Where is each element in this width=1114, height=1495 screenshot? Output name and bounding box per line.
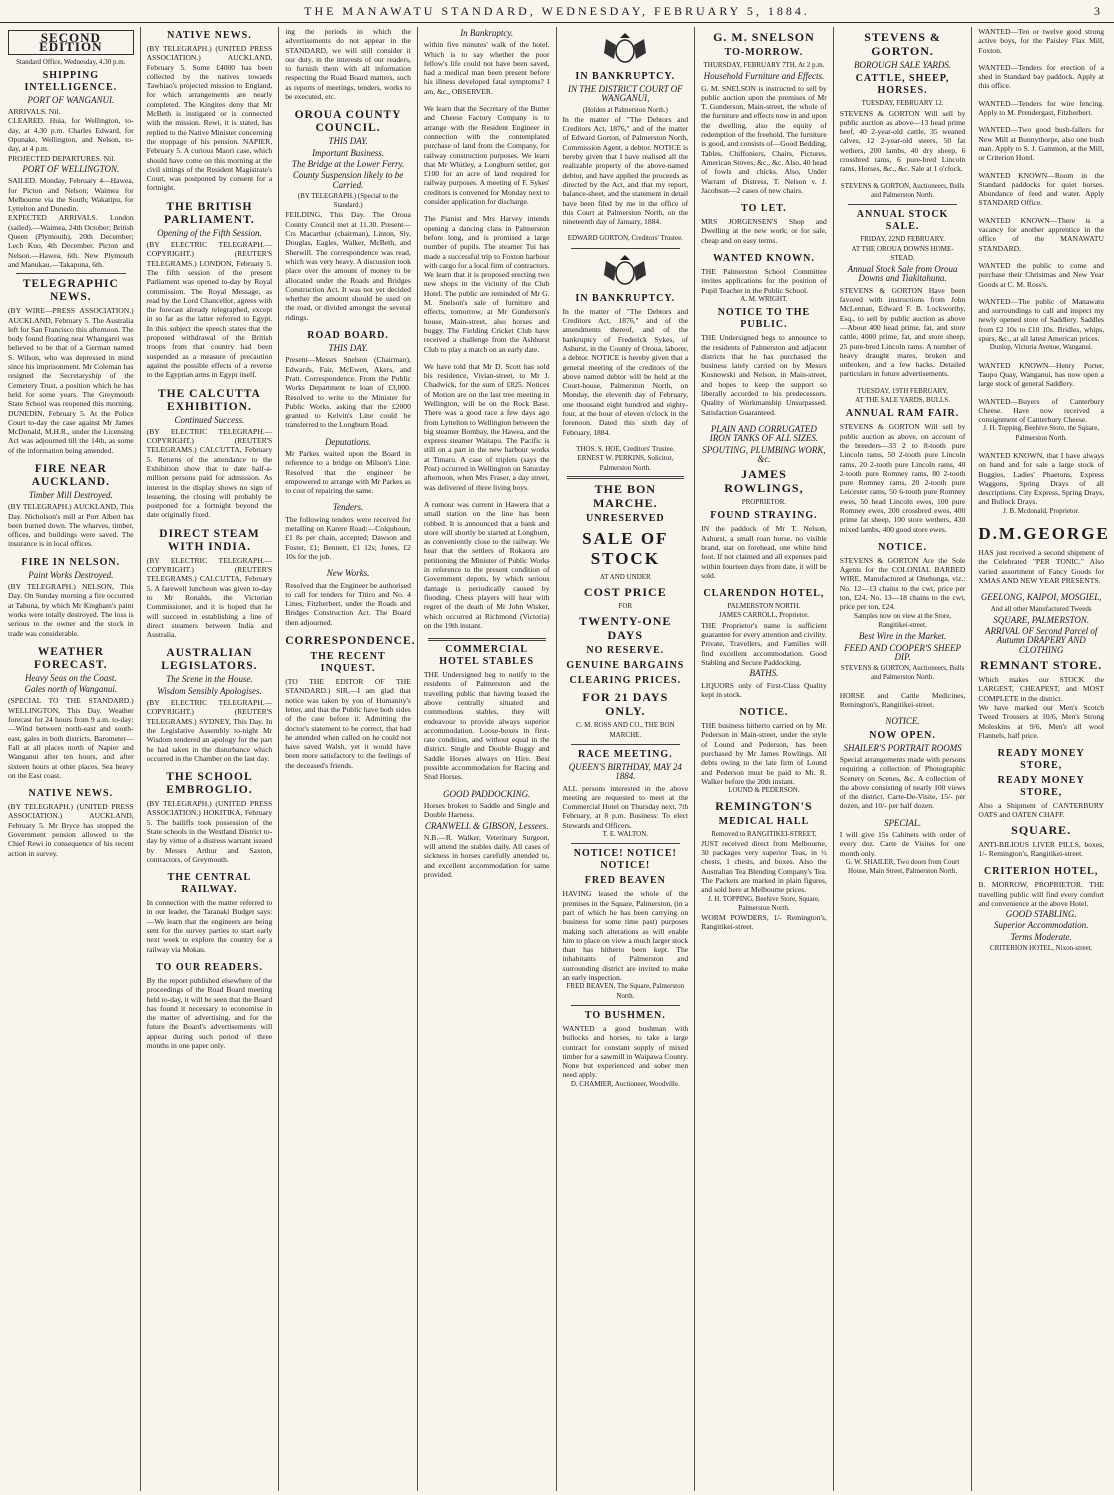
liquors-text: LIQUORS only of First-Class Quality kept in stock.	[701, 680, 827, 699]
ross-signature: C. M. ROSS AND CO., THE BON MARCHE.	[575, 721, 675, 739]
correspondence-heading: CORRESPONDENCE.	[285, 635, 416, 648]
letter-continued: within five minutes' walk of the hotel. Which is to say whether the poor fellow's life could not have been saved, had a medical man been present before his illness developed fatal symptoms? I am, &c., OBSERVER.	[423, 40, 550, 96]
bankruptcy-2-text: In the matter of "The Debtors and Creditors Act, 1876," and of the amendments thereof, and of the bankruptcy of Frederick Sykes, of Ashurst, in the County of Oroua, laborer, a debtor. NOTICE is hereby given that a general meeting of the creditors of the above named debtor will be held at the Court-house, Palmerston North, on Monday, the eleventh day of February, one thousand eight hundred and eighty-four, at the hour of eleven o'clock in the forenoon. Dated this sixth day of February, 1884.	[562, 306, 689, 437]
expected-text: EXPECTED ARRIVALS. London (sailed).—Waimea, 24th October; British Queen (Plymouth), 20th December; Lech Kuo, 4th December. Picton and Nelson.—Hawea, 6th. New Plymouth and Manukau.—Takapuna, 6th.	[8, 213, 134, 269]
ram-fair-text: STEVENS & GORTON Will sell by public auction as above, on account of the breeders—33 2 to 8-tooth pure Lincoln rams, 50 2-tooth pure Lincoln rams, 20 2-tooth pure Lincoln rams, 40 2-tooth pure Romney rams, 80 2-tooth pure Romney rams, 20 2-tooth pure Leicester rams, 50 6-tooth pure Romney ewes, 50 head Lincoln ewes, 100 pure Romney ewes, 200 crossbred ewes, 400 prime fat sheep, 100 store wethers, 430 mixed lambs, 400 good store ewes.	[839, 422, 966, 534]
removed-to: Removed to RANGITIKEI-STREET,	[711, 829, 817, 838]
in-bankruptcy-heading: IN BANKRUPTCY.	[575, 71, 676, 82]
local-news-1: We learn that the Secretary of the Butter and Cheese Factory Company is to arrange with the Resident Engineer in connection with the contemplated purchase of land from the Company, for railway construction purposes. We learn that Mr Whitley, a Longburn settler, got £100 for an acre of land required for railway purposes. A meeting of F. Sykes' creditors is convened for Monday next to consider application for discharge.	[423, 104, 550, 207]
notice-to-public-text: THE Undersigned begs to announce to the residents of Palmerston and adjacent districts that he has purchased the business lately carried on by Messrs Kosnowski and Nelson, in Main-street, and hopes to keep the support so liberally accorded to his predecessors. Quality of Workmanship Unsurpassed. Satisfaction Guaranteed.	[701, 333, 827, 417]
steam-india-heading: DIRECT STEAM WITH INDIA.	[159, 527, 260, 553]
superior-accommodation: Superior Accommodation.	[994, 920, 1089, 931]
shailer-heading: SHAILER'S PORTRAIT ROOMS	[843, 742, 962, 753]
divider	[571, 248, 681, 249]
district-court-heading: IN THE DISTRICT COURT OF WANGANUI,	[567, 84, 683, 104]
divider	[567, 476, 685, 479]
fire-auckland-sub: Timber Mill Destroyed.	[28, 489, 113, 500]
fire-nelson-sub: Paint Works Destroyed.	[28, 569, 114, 580]
australian-text: (BY ELECTRIC TELEGRAPH.—COPYRIGHT.) (REUTER'S TELEGRAMS.) SYDNEY, This Day. In the Legislative Assembly to-night Mr Wisdom tendered an apology for the part he had taken in the disturbance which occurred in the Chamber on the last day.	[146, 698, 273, 763]
special-heading: SPECIAL.	[883, 817, 922, 828]
now-open: NOW OPEN.	[869, 729, 936, 741]
friday-line: FRIDAY, 22ND FEBRUARY.	[860, 235, 945, 244]
iron-tanks: PLAIN AND CORRUGATED IRON TANKS OF ALL SIZES.	[709, 423, 819, 444]
in-bankruptcy-heading-2: IN BANKRUPTCY.	[575, 292, 676, 304]
departures-text: PROJECTED DEPARTURES. Nil.	[8, 153, 116, 163]
borough-sale-yards: BOROUGH SALE YARDS.	[854, 60, 952, 70]
weather-sub2: Gales north of Wanganui.	[24, 684, 118, 695]
twenty-one-days: TWENTY-ONE DAYS	[579, 614, 672, 643]
lound-signature: LOUND & PEDERSON.	[728, 786, 800, 795]
geelong-line: GEELONG, KAIPOI, MOSGIEL,	[980, 592, 1102, 603]
rowlings-heading: JAMES ROWLINGS,	[724, 467, 804, 496]
criterion-text: B. MORROW, PROPRIETOR. THE travelling public will find every comfort and convenience at the above Hotel.	[978, 880, 1104, 908]
shailer-text: Special arrangements made with persons requiring a collection of Photographic Scenery on Scenes, &c. A collection of the above consisting of nearly 100 views of the district. Carte-De-Visite, 15/- per dozen, and 10/- per half dozen.	[839, 754, 966, 811]
central-railway-heading: THE CENTRAL RAILWAY.	[167, 872, 252, 896]
column-1	[2, 27, 141, 1491]
dunlop-signature: Dunlop, Victoria Avenue, Wanganui.	[989, 343, 1093, 352]
port-wellington: PORT OF WELLINGTON.	[22, 163, 120, 174]
deputations-text: Mr Parkes waited upon the Board in reference to a bridge on Milson's Line. Resolved that the engineer be empowered to arrange with Mr Parkes as to cost of repairing the same.	[285, 448, 411, 496]
good-paddocking: GOOD PADDOCKING.	[443, 788, 531, 799]
notice-heading: NOTICE! NOTICE! NOTICE!	[573, 848, 677, 872]
our-readers-heading: TO OUR READERS.	[156, 961, 263, 973]
chamier-signature: D. CHAMIER, Auctioneer, Woodville.	[570, 1079, 680, 1088]
arrival-text: ARRIVAL OF Second Parcel of Autumn DRAPERY AND CLOTHING	[985, 626, 1098, 655]
masthead-title: THE MANAWATU STANDARD, WEDNESDAY, FEBRUARY 5, 1884.	[304, 4, 810, 18]
remnant-store: REMNANT STORE.	[980, 658, 1103, 673]
weather-text: (SPECIAL TO THE STANDARD.) WELLINGTON, This Day. Weather forecast for 24 hours from 9 a.m. to-day:—Wind between north-east and south-east, gales in both districts. Barometer—Fall at all places north of Napier and Wanganui after ten hours, and after sixteen hours at other places. Sea heavy on the East coast.	[8, 696, 134, 780]
road-board-heading: ROAD BOARD.	[307, 330, 389, 342]
wanted-known-heading: WANTED KNOWN.	[712, 253, 815, 265]
local-news-3: We have told that Mr D. Scott has sold his residence, Vivian-street, to Mr J. Chadwick, for the sum of £825. Notices of Motion are on the last tree meeting in Wellington, will be on the Rock Base. There was a good race a few days ago from Lyttelton to Wellington between the big steamer Bombay, the Hawea, and the express steamer Waitapu. The Pacific is still on a part in the new harbour works at Timaru. A case of triplets (says the Post) occurred in Wellington on Saturday afternoon, when Mrs Fraser, a day street, was delivered of three living boys.	[423, 361, 550, 492]
anti-bilious: ANTI-BILIOUS LIVER PILLS, boxes, 1/- Remington's, Rangitikei-street.	[978, 839, 1104, 858]
samples-line: Samples now on view at the Store, Rangitikei-street.	[854, 611, 952, 629]
second-edition-heading: SECOND EDITION	[8, 30, 134, 55]
tuesday-line: TUESDAY, FEBRUARY 12.	[861, 99, 944, 108]
recent-inquest-text: (TO THE EDITOR OF THE STANDARD.) SIR,—I am glad that notice was taken by you of Humanity's letter, and that the Public have both sides of the case before it. Admitting the doctor's statement to be correct, that had he attended when called on he could not have saved Walsh, yet it would have been more satisfactory to the feelings of the deceased's friends.	[285, 677, 411, 770]
recent-inquest-heading: THE RECENT INQUEST.	[310, 651, 386, 675]
stevens-gorton-text: STEVENS & GORTON Will sell by public auction as above—13 head prime beef, 40 2-year-old cattle, 35 weaned calves, 12 2-year-old steers, 50 fat wethers, 200 lambs, 40 dry sheep, 6 crossbred rams, 6 pure-bred Lincoln rams, Horses, &c., &c. Sale at 1 o'clock.	[839, 108, 966, 174]
clarendon-heading: CLARENDON HOTEL,	[703, 588, 825, 600]
to-let-text: MRS JORGENSEN'S Shop and Dwelling at the new work; or for sale, cheap and on easy terms.	[701, 217, 827, 245]
tenders-text: The following tenders were received for metalling on Karere Road:—Colquhoun, £1 8s per chain, accepted; Dawson and Foster, £1; Bennett, £1 12s; Jones, £2 10s for the job.	[285, 514, 411, 561]
horses-broken: Horses broken to Saddle and Single and Double Harness.	[423, 800, 550, 820]
thursday-line: THURSDAY, FEBRUARY 7TH, At 2 p.m.	[703, 61, 825, 69]
page-number: 3	[1094, 4, 1100, 18]
royal-crest-icon	[598, 253, 652, 289]
rowlings-proprietor: PROPRIETOR.	[741, 498, 787, 507]
sale-of-stock: SALE OF STOCK	[582, 528, 669, 568]
worm-powders: WORM POWDERS, 1/- Remington's, Rangitikei-street.	[701, 913, 827, 932]
to-let-heading: TO LET.	[741, 203, 787, 215]
australian-sub: The Scene in the House.	[166, 674, 253, 685]
british-parliament-sub: Opening of the Fifth Session.	[157, 227, 262, 238]
wanted-5: WANTED KNOWN—Room in the Standard paddocks for quiet horses. Abundance of feed and water. Apply STANDARD Office.	[978, 170, 1104, 208]
divider	[571, 744, 681, 745]
oroua-telegraph: (BY TELEGRAPH.) (Special to the Standard.)	[297, 191, 399, 210]
divider	[571, 1005, 681, 1006]
annual-text: STEVENS & GORTON Have been favored with instructions from John McLennan, Edward F. B. Lockworthy, Esq., to sell by public auction as above—About 400 head prime, fat, and store cattle, 4000 prime, fat, and store sheep, 25 pure-bred Lincoln rams. A number of heavy draught mares, broken and unbroken, and a few hacks. Detailed particulars in future advertisements.	[839, 285, 966, 379]
stevens-gorton-heading: STEVENS & GORTON.	[864, 30, 941, 58]
native-news-heading: NATIVE NEWS.	[28, 788, 114, 800]
race-meeting-heading: RACE MEETING.	[577, 748, 673, 760]
local-news-4: A rumour was current in Hawera that a small station on the line has been robbed. It is announced that a bank and store will shortly be started at Longburn, as conveniently close to the railway. We hear that the settlers of Rokaora are petitioning the Minister of Public Works in reference to the present condition of Government depots, by which serious damage is periodically caused by flooding. Chess players will hear with regret of the death of Mr John Wisker, which occurred at Richmond (Victoria) on the 19th instant.	[423, 499, 550, 630]
dm-george-heading: D.M.GEORGE	[978, 524, 1110, 544]
native-news-text: (BY TELEGRAPH.) (UNITED PRESS ASSOCIATION.) AUCKLAND, February 5. Mr Bryce has stopped the Government pension allowed to the Chief Rewi in consequence of his recent action in survey.	[8, 802, 134, 858]
fred-beaven: FRED BEAVEN	[584, 875, 666, 887]
bon-marche-heading: THE BON MARCHE.	[592, 481, 658, 510]
notice-heading: NOTICE.	[878, 541, 928, 553]
column-5	[557, 27, 696, 1491]
divider	[428, 638, 546, 641]
tweeds-line: And all other Manufactured Tweeds	[990, 604, 1092, 613]
shipping-heading: SHIPPING INTELLIGENCE.	[24, 69, 118, 93]
to-bushmen-text: WANTED a good bushman with bullocks and horses, to take a large contract for constant supply of mixed timber for a sawmill in Waipawa County. None but experienced and sober men need apply.	[562, 1023, 689, 1080]
oats-text: Also a Shipment of CANTERBURY OATS and OATEN CHAFF.	[978, 801, 1104, 820]
annual-sub: Annual Stock Sale from Oroua Downs and Tiakitahuna.	[847, 264, 958, 284]
newspaper-columns	[2, 27, 1110, 1491]
wright-signature: A. M. WRIGHT.	[740, 294, 788, 303]
remington-text: JUST received direct from Melbourne, 30 packages very superior Teas, in ½ chests, 1 chests, and boxes. Also the Australian Tea Blending Company's Tea. The Packets are marked in plain figures, and sold here at Melbourne prices.	[701, 838, 827, 895]
cranwell-signature: CRANWELL & GIBSON, Lessees.	[424, 820, 549, 831]
wanted-known-text: THE Palmerston School Committee invites applications for the position of Pupil Teacher in the Public School.	[701, 267, 827, 295]
weather-heading: WEATHER FORECAST.	[33, 645, 108, 671]
topping-signature: J. H. Topping, Beehive Store, the Square, Palmerston North.	[983, 424, 1100, 442]
calcutta-text: (BY ELECTRIC TELEGRAPH.—COPYRIGHT.) (REUTER'S TELEGRAMS.) CALCUTTA, February 5. Returns of the attendance to the Exhibition show that to date half-a-million persons paid for admission. As interest in the display shows no sign of lessening, the closing will probably be postponed for a fortnight beyond the date originally fixed.	[146, 426, 273, 520]
clarendon-text: THE Proprietor's name is sufficient guarantee for every attention and civility. Private, Travellers, and Families will find excellent accommodation. Good Stabling and Secure Paddocking.	[701, 620, 827, 667]
local-news-2: The Pianist and Mrs Harvey intends opening a dancing class in Palmerston before long, and is promised a large number of pupils. The steamer Tui has made a successful trip to Foxton harbour with cargo for a local firm of contractors. We learn that it is proposed erecting two new shops in the vicinity of the Club Hotel. The public are reminded of Mr G. M. Snelson's sale of furniture and effects, tomorrow, at Mr Gunderson's house, Main-street, also horses and buggy. The Fielding Cricket Club have received a challenge from the Ashhurst Club to play a match on an early date.	[423, 214, 550, 354]
to-bushmen-heading: TO BUSHMEN.	[584, 1009, 666, 1021]
for-21-days-only: FOR 21 DAYS ONLY.	[582, 690, 669, 719]
wanted-1: WANTED—Ten or twelve good strong active boys, for the Paisley Flax Mill, Foxton.	[978, 27, 1104, 55]
household-furniture: Household Furniture and Effects.	[703, 71, 825, 82]
central-railway-text: In connection with the matter referred to in our leader, the Taranaki Budget says:—We learn that the engineers are being sent for the survey parties to start early next week to explore the country for a railway via Mokau.	[146, 898, 273, 954]
annual-ram-fair: ANNUAL RAM FAIR.	[845, 408, 960, 420]
tenders-heading: Tenders.	[332, 502, 364, 513]
fred-beaven-signature: FRED BEAVEN, The Square, Palmerston North.	[566, 982, 685, 1000]
remnant-text: Which makes our STOCK the LARGEST, CHEAPEST, and MOST COMPLETE in the district.	[978, 675, 1104, 703]
criterion-hotel-heading: CRITERION HOTEL,	[984, 866, 1099, 878]
genuine-bargains: GENUINE BARGAINS	[566, 660, 685, 672]
no-reserve: NO RESERVE.	[586, 645, 665, 657]
fire-nelson-text: (BY TELEGRAPH.) NELSON, This Day. On Sunday morning a fire occurred at Tahuna, by which Mr Kingham's paint works were totally destroyed. The loss is serious to the owner and the stock in trade was considerable.	[8, 582, 134, 638]
fire-auckland-text: (BY TELEGRAPH.) AUCKLAND, This Day. Nicholson's mill at Port Albert has been burned down. The wharves, timber, offices, and buildings were saved. The insurance is in local offices.	[8, 502, 134, 549]
feed-sheep-dip: FEED AND COOPER'S SHEEP DIP.	[844, 642, 962, 662]
sale-yards-bulls: AT THE SALE YARDS, BULLS.	[855, 396, 950, 405]
divider	[571, 843, 681, 844]
mcdonald-signature: J. B. Mcdonald, Proprietor.	[1003, 506, 1080, 515]
telegraphic-text: (BY WIRE—PRESS ASSOCIATION.) AUCKLAND, February 5. The Australia left for San Francisco this afternoon. The body found floating near Whangarei was believed to be that of a German named S. Wilson, who was depressed in mind since his imprisonment. Mr Coleman has resigned the Secretaryship of the Cemetery Trust, a position which he has held for some years. The Greymouth State School was reopened this morning. DUNEDIN, February 5. At the Police Court to-day the case against Mr James McDonald, M.H.R., under the Licensing Act was adjourned till the 14th, as some of the information being amended.	[8, 306, 134, 455]
australian-legislators-heading: AUSTRALIAN LEGISLATORS.	[161, 647, 258, 673]
column-7	[834, 27, 973, 1491]
horse-medicines: HORSE and Cattle Medicines, Remington's, Rangitikei-street.	[839, 690, 966, 710]
sailed-text: SAILED. Monday, February 4—Hawea, for Picton and Nelson; Waimea for Melbourne via the South; Wakatipu, for Lyttelton and Dunedin.	[8, 176, 134, 214]
annual-stock-sale: ANNUAL STOCK SALE.	[856, 209, 949, 233]
masthead	[0, 0, 1114, 23]
wanted-3: WANTED—Tenders for wire fencing. Apply to M. Prendergast, Fitzherbert.	[978, 98, 1104, 118]
tuesday-19: TUESDAY, 19TH FEBRUARY,	[857, 386, 948, 395]
oroua-sub2: The Bridge at the Lower Ferry.	[291, 158, 405, 169]
commercial-stables-text: THE Undersigned beg to notify to the residents of Palmerston and the travelling public that having leased the above centrally situated and commodious stables, they will endeavour to provide always superior accommodation. Loose-boxes in first-rate condition, and without equal in the district. Single and Double Buggy and Saddle Horses always on Hire. Best possible accommodation for Racing and Stud Horses.	[423, 670, 550, 782]
road-board-text: Present—Messrs Snelson (Chairman), Edwards, Fair, McEwen, Akers, and Pratt. Correspondence. From the Public Works Department re loan of £3,000. Resolved to write to the Minister for Public Works, asking that the £2000 granted to Kelvin's Line could be transferred to the Longburn Road.	[285, 355, 411, 430]
square-heading: SQUARE.	[1011, 822, 1072, 837]
notice-heading: NOTICE.	[739, 707, 789, 719]
shailer-signature: G. W. SHAILER, Two doors from Court House, Main Street, Palmerston North.	[845, 857, 960, 876]
port-wanganui: PORT OF WANGANUI.	[27, 94, 115, 105]
in-bankruptcy-small: In Bankruptcy.	[460, 28, 514, 38]
deputations-heading: Deputations.	[324, 436, 372, 447]
wanted-10: WANTED—Buyers of Canterbury Cheese. Have now received a consignment of Canterbury Cheese.	[978, 396, 1104, 425]
criterion-address: CRITERION HOTEL, Nixon-street.	[990, 944, 1093, 953]
district-court-sub: (Holden at Palmerston North.)	[582, 105, 668, 114]
clearing-prices: CLEARING PRICES.	[569, 675, 682, 687]
new-works-text: Resolved that the Engineer be authorised to call for tenders for Titiro and No. 4 Lines, Fitzherbert, under the Roads and Bridges Construction Act. The Board then adjourned.	[285, 580, 411, 627]
nb-text: N.B.—R. Walker, Veterinary Surgeon, will attend the stables daily. All cases of sickness in horses carefully attended to, and excellent accommodation for same provided.	[423, 832, 550, 880]
office-line: Standard Office, Wednesday, 4.30 p.m.	[16, 57, 126, 66]
calcutta-heading: THE CALCUTTA EXHIBITION.	[158, 387, 261, 413]
readers-continued: ing the periods in which the advertisements do not appear in the STANDARD, we will still consider it our duty, in the interests of our readers, to furnish them with all information respecting the Road Board matters, such as reports of meetings, tenders, works to be executed, etc.	[285, 27, 411, 102]
good-stabling: GOOD STABLING.	[1005, 909, 1077, 920]
carroll-proprietor: JAMES CARROLL, Proprietor.	[719, 611, 809, 620]
at-and-under: AT AND UNDER	[599, 572, 651, 581]
cleared-text: CLEARED. Huia, for Wellington, to-day, at 4.30 p.m. Charles Edward, for Opunake, Wellington, and Nelson, to-day, at 4 p.m.	[8, 116, 134, 154]
walton-signature: T. E. WALTON.	[602, 830, 649, 839]
column-3	[279, 27, 418, 1491]
stevens-gorton-signature: STEVENS & GORTON, Auctioneers, Bulls and Palmerston North.	[840, 181, 965, 199]
wanted-8: WANTED—The public of Manawatu and surroundings to call and inspect my newly opened store of Saddlery. Saddles from £2 10s to £10 10s. Bridles, whips, spurs, &c., at all latest American prices.	[978, 296, 1104, 344]
australian-sub2: Wisdom Sensibly Apologises.	[157, 685, 262, 696]
native-news-heading: NATIVE NEWS.	[167, 30, 252, 41]
column-8	[972, 27, 1110, 1491]
weather-sub: Heavy Seas on the Coast.	[24, 672, 117, 683]
school-embroglio-text: (BY TELEGRAPH.) (UNITED PRESS ASSOCIATION.) HOKITIKA, February 5. The bailiffs took possession of the State schools in the Westland District to-day by virtue of a distress warrant issued by Messrs Arthur and Saxton, contractors, of Greymouth.	[146, 799, 273, 864]
column-4	[418, 27, 557, 1491]
notice-text: THE business hitherto carried on by Mr. Pederson in Main-street, under the style of Lound and Pederson, has been purchased by Mr James Rowlings. All debts owing to the late firm of Lound and Pederson must be paid to Mr. R. Walker before the 20th instant.	[701, 721, 827, 786]
ready-money-store-2: READY MONEY STORE,	[997, 775, 1085, 799]
medical-hall: MEDICAL HALL	[718, 815, 810, 827]
wanted-9: WANTED KNOWN—Henry Porter, Taupo Quay, Wanganui, has now open a large stock of general Saddlery.	[978, 360, 1104, 389]
wanted-11: WANTED KNOWN, that I have always on hand and for sale a large stock of Buggies, Ladies' Phaetons, Express Waggons, Spring Drays of all descriptions. City Express, Spring Drays, and Bullock Drays.	[978, 450, 1104, 507]
perkins-signature: ERNEST W. PERKINS, Solicitor, Palmerston North.	[577, 454, 674, 472]
fred-beaven-text: HAVING leased the whole of the premises in the Square, Palmerston, (in a part of which he has been carrying on business for some time past) purposes making such alterations as will enable him to place on view a much larger stock than has hitherto been kept. The inhabitants of Palmerston and surrounding district are invited to make an early inspection.	[562, 889, 689, 983]
oroua-text: FEILDING, This Day. The Oroua County Council met at 11.30. Present—Crs Macarthur (chairman), Linton, Sly, Douglas, Eagles, Walker, McBeth, and Sherwill. The correspondence was read, which was very heavy. A discussion took place over the amount of money to be allocated under the Roads and Bridges Construction Act. It was not yet decided whether the amount should be used on the road, or divided amongst the several ridings.	[285, 210, 411, 322]
hoe-signature: THOS. S. HOE, Creditors' Trustee.	[576, 444, 675, 453]
gorton-signature: EDWARD GORTON, Creditors' Trustee.	[567, 234, 683, 243]
oroua-county-heading: OROUA COUNTY COUNCIL.	[294, 109, 402, 135]
george-text: HAS just received a second shipment of the Celebrated "PER TONIC." Also varied assortment of Fancy Goods for XMAS AND NEW YEAR PRESENTS.	[978, 548, 1104, 585]
commercial-stables-heading: COMMERCIAL HOTEL STABLES	[439, 644, 535, 668]
oroua-sub: Important Business.	[312, 147, 385, 158]
prices-text: We have marked our Men's Scotch Tweed Trousers at 10/6, Men's Strong Moleskins at 9/6, Men's all wool Flannels, half price.	[978, 702, 1104, 740]
our-readers-text: By the report published elsewhere of the proceedings of the Road Board meeting held to-day, it will be seen that the Board has found it necessary to economise in the matter of advertising, and for the future the Board's advertisements will appear during such period of three months in one paper only.	[146, 975, 273, 1051]
snelson-text: G. M. SNELSON is instructed to sell by public auction upon the premises of Mr T. Gunderson, Main-street, the whole of the furniture and effects now in and upon the dwelling, also the equity of redemption of the freehold. The furniture is good, and consists of—Good Bedding, Tables, Chiffoniers, Chairs, Pictures, American Stoves, &c., &c. Also, 40 head of fowls and chicks. Also, Under Warrant of Distress, T. Nelson v. J. Jacobson—2 cases of new chairs.	[701, 83, 827, 195]
ready-money-store: READY MONEY STORE,	[997, 748, 1085, 772]
road-board-date: THIS DAY.	[328, 343, 368, 354]
column-2	[141, 27, 280, 1491]
special-text: I will give 15s Cabinets with order of every doz. Carte de Visites for one month only.	[839, 830, 966, 858]
queens-birthday: QUEEN'S BIRTHDAY, MAY 24 1884.	[568, 761, 682, 782]
wanted-4: WANTED—Two good bush-fallers for New Mill at Bunnythorpe, also one bush man. Apply to S. J. Gammon, at the Mill, or Criterion Hotel.	[978, 125, 1104, 163]
notice-to-public-heading: NOTICE TO THE PUBLIC.	[717, 307, 811, 331]
royal-crest-icon	[598, 31, 652, 67]
notice-small: NOTICE.	[885, 716, 920, 727]
wanted-6: WANTED KNOWN—There is a vacancy for another apprentice in the office of the MANAWATU STANDARD.	[978, 215, 1104, 253]
spouting: SPOUTING, PLUMBING WORK, &c.	[702, 444, 826, 464]
column-6	[695, 27, 834, 1491]
district-court-text: In the matter of "The Debtors and Creditors Act, 1876," and of the matter of Edward Gorton, of Palmerston North, Commission Agent, a debtor. NOTICE is hereby given that I have realised all the realizable property of the above-named debtor, and have applied the proceeds as directed by the Act, and that my report, balance-sheet, and the statement in detail have been filed by me in the office of this Court at Palmerston North, on the nineteenth day of January, 1884.	[562, 114, 689, 227]
notice-text: STEVENS & GORTON Are the Sole Agents for the COLONIAL BARBED WIRE, Manufactured at Onehunga, viz.: No. 12—13 chains to the cwt, price per ton, £24. No. 13—18 chains to the cwt, price per ton, £24.	[839, 555, 966, 612]
calcutta-sub: Continued Success.	[174, 414, 245, 425]
snelson-heading: G. M. SNELSON	[713, 30, 815, 44]
topping-signature: J. H. TOPPING, Beehive Store, Square, Palmerston North.	[708, 894, 820, 912]
oroua-downs-line: AT THE OROUA DOWNS HOME-STEAD.	[851, 244, 954, 262]
new-works-heading: New Works.	[326, 568, 370, 579]
cattle-sheep-horses: CATTLE, SHEEP, HORSES.	[855, 73, 950, 97]
telegraphic-heading: TELEGRAPHIC NEWS.	[22, 278, 119, 304]
steam-india-text: (BY ELECTRIC TELEGRAPH.—COPYRIGHT.) (REUTER'S TELEGRAMS.) CALCUTTA, February 5. A farewell luncheon was given to-day to Mr Ronalds, the Victorian Commissioner, and it is hoped that he will succeed in establishing a line of direct steamers between India and Australia.	[146, 555, 273, 640]
best-wire: Best Wire in the Market.	[858, 631, 947, 642]
terms-moderate: Terms Moderate.	[1010, 931, 1072, 942]
race-meeting-text: ALL persons interested in the above meeting are requested to meet at the Commercial Hotel on Thursday next, 7th February, at 8 p.m. Business: To elect Stewards and Officers.	[562, 783, 689, 830]
arrivals-text: ARRIVALS. Nil.	[8, 107, 61, 117]
feed-signature: STEVENS & GORTON, Auctioneers, Bulls and Palmerston North.	[840, 664, 965, 682]
square-palmerston: SQUARE, PALMERSTON.	[993, 614, 1090, 625]
remington-heading: REMINGTON'S	[715, 798, 813, 813]
cost-price: COST PRICE	[583, 585, 667, 600]
to-morrow: TO-MORROW.	[724, 47, 804, 58]
british-parliament-text: (BY ELECTRIC TELEGRAPH.—COPYRIGHT.) (REUTER'S TELEGRAMS.) LONDON, February 5. The fifth session of the present Parliament was opened to-day by Royal commission. The Royal Message, as read by the Lord Chancellor, agrees with the forecast already telegraphed, except in so far as the latter referred to Egypt. In this subject the speech states that the proposed withdrawal of the British troops from that country had been suspended as a measure of precaution against the possible effects of a reverse to the Egyptian arms in Egypt itself.	[146, 240, 273, 380]
clarendon-sub: PALMERSTON NORTH.	[727, 602, 801, 611]
native-news-text: (BY TELEGRAPH.) (UNITED PRESS ASSOCIATION.) AUCKLAND, February 5. Some £4000 has been collected by the natives towards Tawhiao's projected mission to England, for which arrangements are nearly completed. The Kingites deny that Mr McBeth is instigated or is connected with the mission. Rewi, it is stated, has replied to the Native Minister concerning the stoppage of his pension. NAPIER, February 5. A curious Maori case, which should have come on this morning at the civil sittings of the Resident Magistrate's Court, was postponed by consent for a fortnight.	[146, 44, 273, 193]
wanted-7: WANTED the public to come and purchase their Christmas and New Year Goods at C. M. Ross's.	[978, 260, 1104, 289]
fire-nelson-heading: FIRE IN NELSON.	[21, 556, 121, 568]
found-straying-heading: FOUND STRAYING.	[710, 510, 818, 522]
oroua-sub3: County Suspension likely to be Carried.	[292, 170, 404, 190]
divider	[16, 273, 126, 274]
divider	[848, 204, 958, 205]
found-straying-text: IN the paddock of Mr T. Nelson, Ashurst, a small roan horse, no visible brand, star on forehead, one white hind foot. If not claimed and all expenses paid within fourteen days from date, it will be sold.	[701, 524, 827, 580]
fire-auckland-heading: FIRE NEAR AUCKLAND.	[31, 462, 110, 488]
wanted-2: WANTED—Tenders for erection of a shed in Standard bay paddock. Apply at this office.	[978, 62, 1104, 91]
for-label: FOR	[618, 602, 633, 611]
school-embroglio-heading: THE SCHOOL EMBROGLIO.	[166, 771, 253, 797]
baths: BATHS.	[749, 668, 779, 679]
oroua-date: THIS DAY.	[328, 136, 368, 147]
unreserved: UNRESERVED	[586, 512, 665, 524]
british-parliament-heading: THE BRITISH PARLIAMENT.	[164, 200, 255, 226]
